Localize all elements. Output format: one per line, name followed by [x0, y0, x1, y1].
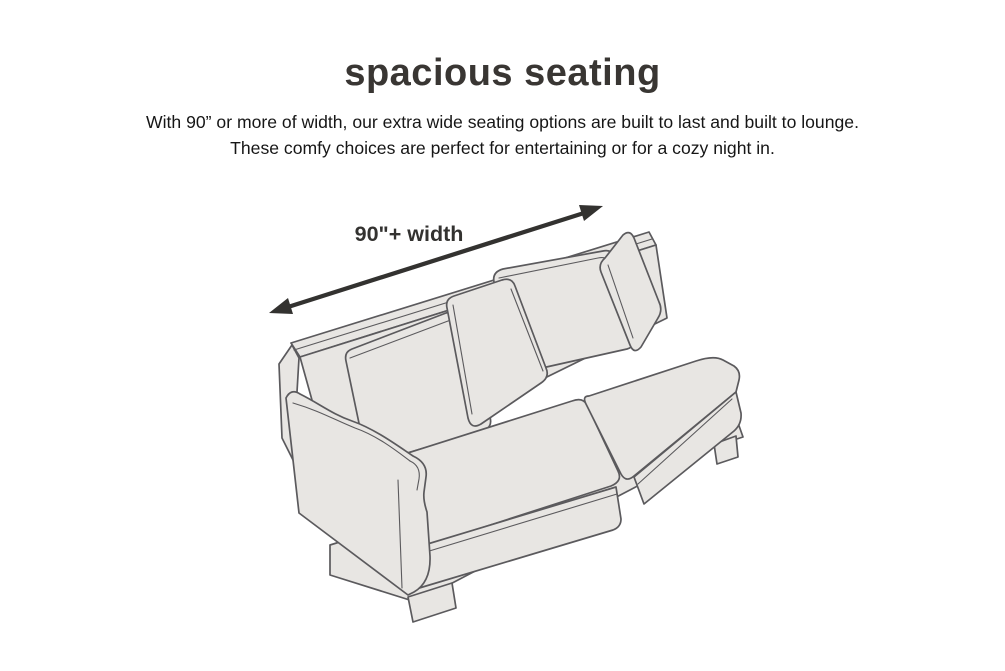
- page-title: spacious seating: [344, 52, 661, 94]
- dimension-label: 90"+ width: [354, 222, 464, 246]
- description-line-2: These comfy choices are perfect for entertaining or for a cozy night in.: [230, 137, 775, 158]
- sofa-line-drawing: [279, 232, 743, 622]
- description-line-1: With 90” or more of width, our extra wide seating options are built to last and built to lounge.: [146, 112, 859, 132]
